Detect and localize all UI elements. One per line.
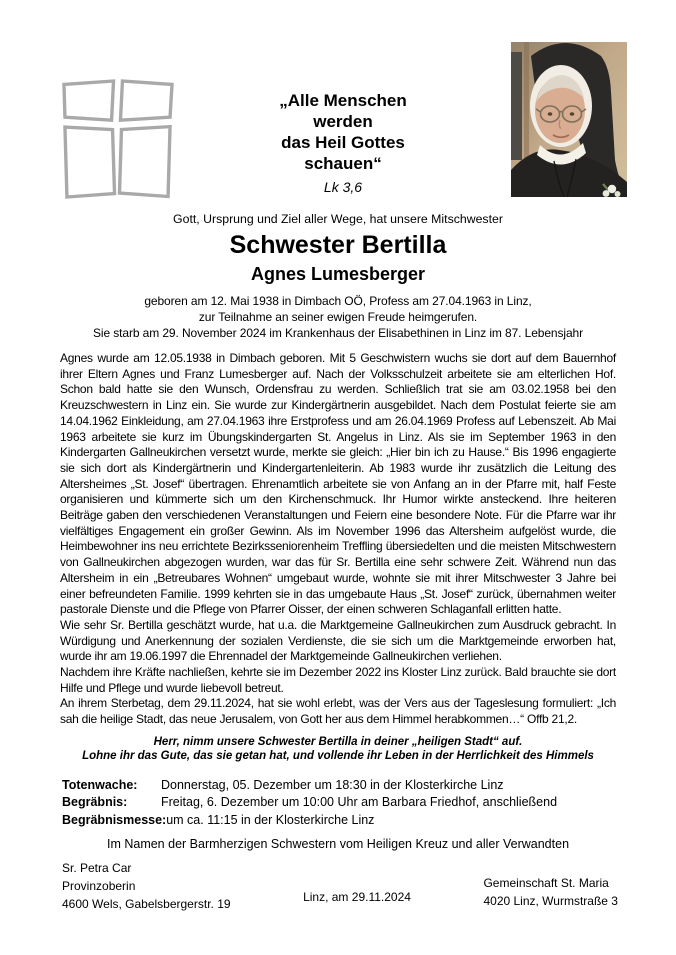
signatory-role: Provinzoberin xyxy=(62,879,136,894)
quote-line: das Heil Gottes xyxy=(281,133,405,152)
deceased-name: Schwester Bertilla xyxy=(229,231,447,259)
header xyxy=(0,0,676,197)
schedule-row-begraebnis xyxy=(62,794,616,812)
schedule-value: um ca. 11:15 in der Klosterkirche Linz xyxy=(166,812,375,827)
scripture-quote xyxy=(175,90,511,198)
vita-line: geboren am 12. Mai 1938 in Dimbach OÖ, Profess am 27.04.1963 in Linz, xyxy=(144,294,532,308)
schedule-row-totenwache xyxy=(62,777,616,795)
community-block xyxy=(483,874,618,913)
community-address: 4020 Linz, Wurmstraße 3 xyxy=(483,894,618,909)
obituary-paragraph: An ihrem Sterbetag, dem 29.11.2024, hat sie wohl erlebt, was der Vers aus der Tageslesung formuliert: „Ich sah die heilige Stadt, das neue Jerusalem, von Gott her aus dem Himmel herabkommen…“ Offb 21,2. xyxy=(60,696,616,727)
vita-summary xyxy=(0,293,676,341)
signatory-address: 4600 Wels, Gabelsbergerstr. 19 xyxy=(62,897,231,912)
vita-line: zur Teilnahme an seiner ewigen Freude heimgerufen. xyxy=(198,310,478,324)
vita-line: Sie starb am 29. November 2024 im Krankenhaus der Elisabethinen in Linz im 87. Lebensjahr xyxy=(92,326,584,340)
obituary-paragraph: Wie sehr Sr. Bertilla geschätzt wurde, hat u.a. die Marktgemeine Gallneukirchen zum Ausdruck gebracht. In Würdigung und Anerkennung der sozialen Verdienste, die sie sich um die Marktgemeinde erworben hat, wurde ihr am 19.06.1997 die Ehrennadel der Marktgemeinde Gallneukirchen verliehen. xyxy=(60,617,616,664)
place-and-date: Linz, am 29.11.2024 xyxy=(303,890,411,905)
schedule-value: Freitag, 6. Dezember um 10:00 Uhr am Barbara Friedhof, anschließend xyxy=(161,795,558,810)
schedule-row-begraebnismesse xyxy=(62,812,616,830)
obituary-text xyxy=(60,351,616,728)
quote-line: werden xyxy=(313,112,373,131)
funeral-schedule xyxy=(62,777,616,830)
prayer-line: Lohne ihr das Gute, das sie getan hat, und vollende ihr Leben in der Herrlichkeit des Himmels xyxy=(82,750,594,763)
closing-line: Im Namen der Barmherzigen Schwestern vom Heiligen Kreuz und aller Verwandten xyxy=(106,837,570,852)
schedule-label: Begräbnis: xyxy=(62,795,128,810)
schedule-label: Totenwache: xyxy=(62,777,138,792)
signatory-block xyxy=(62,859,231,913)
obituary-paragraph: Nachdem ihre Kräfte nachließen, kehrte sie im Dezember 2022 ins Kloster Linz zurück. Bald brauchte sie dort Hilfe und Pflege und wurde liebevoll betreut. xyxy=(60,665,616,695)
quote-source: Lk 3,6 xyxy=(323,179,363,195)
cross-logo-icon xyxy=(60,78,175,200)
signatory-name: Sr. Petra Car xyxy=(62,861,132,876)
quote-line: schauen“ xyxy=(304,154,382,173)
footer xyxy=(62,859,618,913)
quote-line: „Alle Menschen xyxy=(279,91,407,110)
deceased-portrait-photo xyxy=(511,42,627,197)
prayer-text xyxy=(0,735,676,764)
deceased-birth-name: Agnes Lumesberger xyxy=(250,264,426,284)
schedule-label: Begräbnismesse: xyxy=(62,812,167,827)
prayer-line: Herr, nimm unsere Schwester Bertilla in deiner „heiligen Stadt“ auf. xyxy=(153,735,523,748)
community-name: Gemeinschaft St. Maria xyxy=(483,876,609,891)
obituary-paragraph: Agnes wurde am 12.05.1938 in Dimbach geboren. Mit 5 Geschwistern wuchs sie dort auf dem Bauernhof ihrer Eltern Agnes und Franz Lumesberger auf. Nach der Volksschulzeit arbeitete sie am elterlichen Hof. Schon bald hatte sie den Wunsch, Ordensfrau zu werden. Schließlich trat sie am 03.02.1958 bei den Kreuzschwestern in Linz ein. Sie wurde zur Kindergärtnerin ausgebildet. Nach dem Postulat feierte sie am 14.04.1962 Einkleidung, am 27.04.1963 ihre Erstprofess und am 26.04.1969 Profess auf Lebenszeit. Ab Mai 1963 arbeitete sie kurz im Übungskindergarten St. Angelus in Linz. Als sie im September 1963 in den Kindergarten Gallneukirchen versetzt wurde, merkte sie gleich: „Hier bin ich zu Hause.“ Bis 1996 engagierte sie sich dort als Kindergärtnerin und Kindergartenleiterin. Ab 1983 wurde ihr zusätzlich die Leitung des Altersheimes „St. Josef“ übertragen. Ehrenamtlich arbeitete sie von Anfang an in der Pfarre mit, half Feste organisieren und kümmerte sich um den Kirchenschmuck. Ihr Humor wirkte ansteckend. Ihre heiteren Beiträge gaben den verschiedenen Veranstaltungen und Feiern eine besondere Note. Für die Pfarre war ihr vielfältiges Engagement ein großer Gewinn. Als im November 1996 das Altersheim aufgelöst wurde, die Heimbewohner ins neu errichtete Bezirksseniorenheim Treffling übersiedelten und die meisten Mitschwestern von Gallneukirchen abgezogen wurden, war das für Sr. Bertilla eine sehr schwere Zeit. Während nun das Altersheim in ein „Betreubares Wohnen“ umgebaut wurde, wohnte sie mit ihrer Mitschwester 3 Jahre bei einer befreundeten Familie. 1999 kehrten sie in das umgebaute Haus „St. Josef“ zurück, übernahmen weiter pastorale Dienste und die Pflege von Pfarrer Oisser, der einen schweren Schlaganfall erlitten hatte. xyxy=(60,351,616,617)
schedule-value: Donnerstag, 05. Dezember um 18:30 in der Klosterkirche Linz xyxy=(161,777,504,792)
lead-text: Gott, Ursprung und Ziel aller Wege, hat unsere Mitschwester xyxy=(173,212,503,226)
